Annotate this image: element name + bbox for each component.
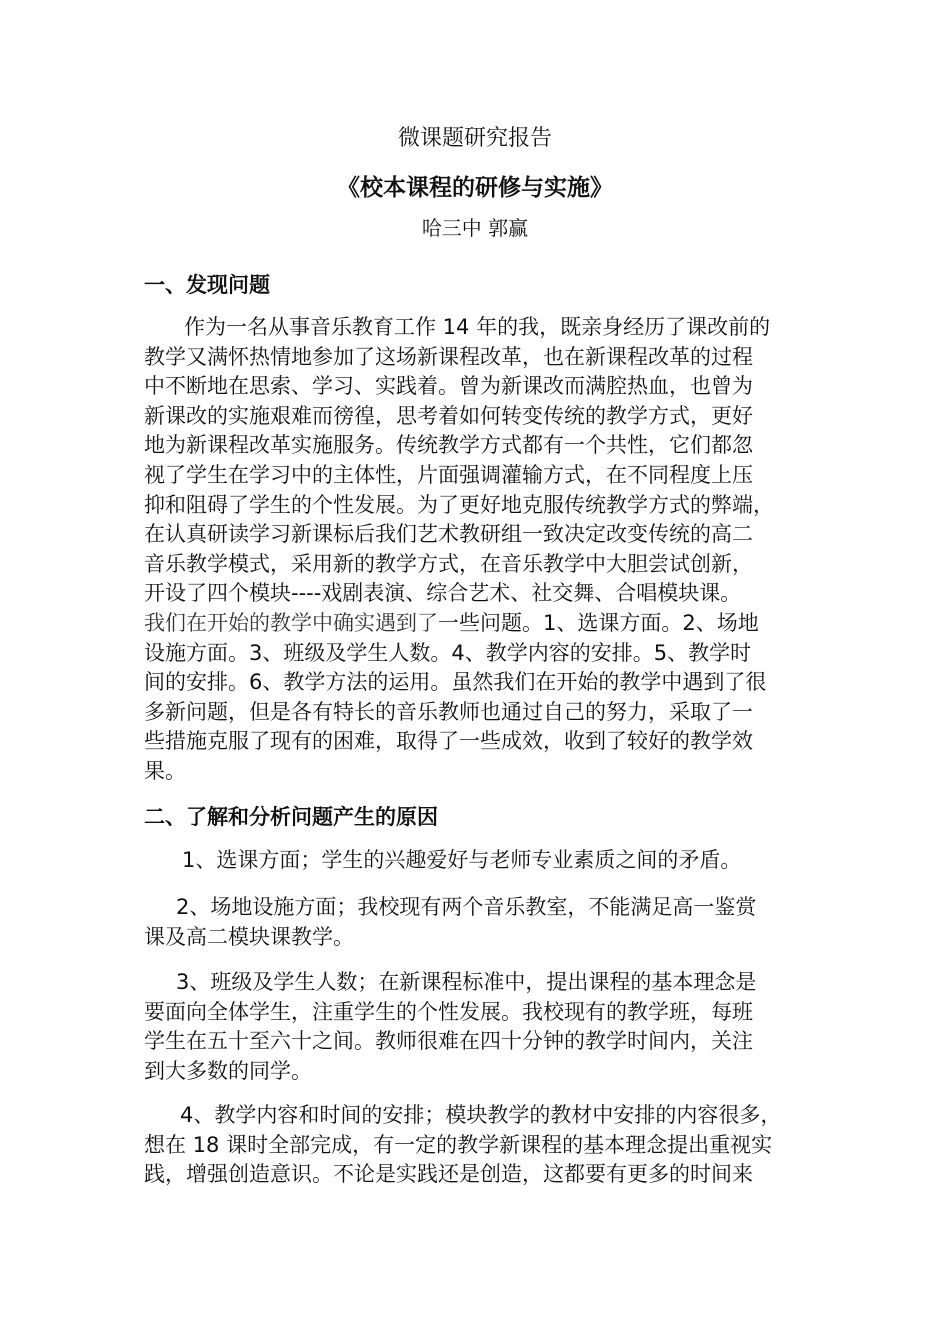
paragraph-line: 设施方面。3、班级及学生人数。4、教学内容的安排。5、教学时 xyxy=(144,640,752,665)
paragraph-line: 抑和阻碍了学生的个性发展。为了更好地克服传统教学方式的弊端， xyxy=(144,492,774,517)
paragraph-line: 作为一名从事音乐教育工作 14 年的我，既亲身经历了课改前的 xyxy=(184,315,771,339)
paragraph-line xyxy=(144,609,810,639)
report-author: 哈三中 郭赢 xyxy=(421,216,529,240)
paragraph-line: 开设了四个模块----戏剧表演、综合艺术、社交舞、合唱模块课。 xyxy=(144,581,742,606)
paragraph-line: 些措施克服了现有的困难，取得了一些成效，收到了较好的教学效 xyxy=(144,729,753,754)
paragraph-line: 4、教学内容和时间的安排；模块教学的教材中安排的内容很多， xyxy=(180,1103,782,1127)
paragraph-line: 教学又满怀热情地参加了这场新课程改革，也在新课程改革的过程 xyxy=(144,344,753,369)
paragraph-line: 到大多数的同学。 xyxy=(144,1058,312,1083)
paragraph-line: 1、选课方面；学生的兴趣爱好与老师专业素质之间的矛盾。 xyxy=(182,848,742,872)
paragraph-line: 课及高二模块课教学。 xyxy=(144,924,354,949)
cause-item-venue-facilities xyxy=(144,893,810,952)
paragraph-line-segment: 一些问题。1、选课方面。2、场地 xyxy=(438,610,759,635)
paragraph-line: 新课改的实施艰难而徬徨，思考着如何转变传统的教学方式，更好 xyxy=(144,403,753,428)
paragraph-line: 音乐教学模式，采用新的教学方式，在音乐教学中大胆尝试创新， xyxy=(144,551,753,576)
paragraph-line: 多新问题，但是各有特长的音乐教师也通过自己的努力，采取了一 xyxy=(144,699,753,724)
paragraph-line: 视了学生在学习中的主体性，片面强调灌输方式，在不同程度上压 xyxy=(144,462,753,487)
paragraph-line: 果。 xyxy=(144,758,186,783)
cause-item-content-time xyxy=(144,1101,810,1190)
cause-item-class-size xyxy=(144,968,810,1086)
paragraph-line: 间的安排。6、教学方法的运用。虽然我们在开始的教学中遇到了很 xyxy=(144,670,767,695)
paragraph-line: 想在 18 课时全部完成，有一定的教学新课程的基本理念提出重视实 xyxy=(144,1132,773,1157)
paragraph-line: 学生在五十至六十之间。教师很难在四十分钟的教学时间内，关注 xyxy=(144,1029,753,1054)
paragraph-line: 2、场地设施方面；我校现有两个音乐教室，不能满足高一鉴赏 xyxy=(176,895,757,919)
section-heading-analyze-causes: 二、了解和分析问题产生的原因 xyxy=(144,805,438,829)
paragraph-line: 地为新课程改革实施服务。传统教学方式都有一个共性，它们都忽 xyxy=(144,433,753,458)
paragraph-line: 要面向全体学生，注重学生的个性发展。我校现有的教学班，每班 xyxy=(144,999,753,1024)
section-heading-discover-problems: 一、发现问题 xyxy=(144,273,270,297)
paragraph-line: 3、班级及学生人数；在新课程标准中，提出课程的基本理念是 xyxy=(176,970,757,994)
paragraph-line: 践，增强创造意识。不论是实践还是创造，这都要有更多的时间来 xyxy=(144,1162,753,1187)
report-title: 微课题研究报告 xyxy=(397,126,552,151)
report-subtitle: 《校本课程的研修与实施》 xyxy=(337,175,613,201)
paragraph-line: 在认真研读学习新课标后我们艺术教研组一致决定改变传统的高二 xyxy=(144,522,753,547)
cause-item-course-selection xyxy=(144,846,810,876)
section1-paragraph xyxy=(144,313,810,787)
paragraph-line: 中不断地在思索、学习、实践着。曾为新课改而满腔热血，也曾为 xyxy=(144,374,753,399)
paragraph-line-serif-segment: 我们在开始的教学中确实遇到了 xyxy=(144,610,438,635)
